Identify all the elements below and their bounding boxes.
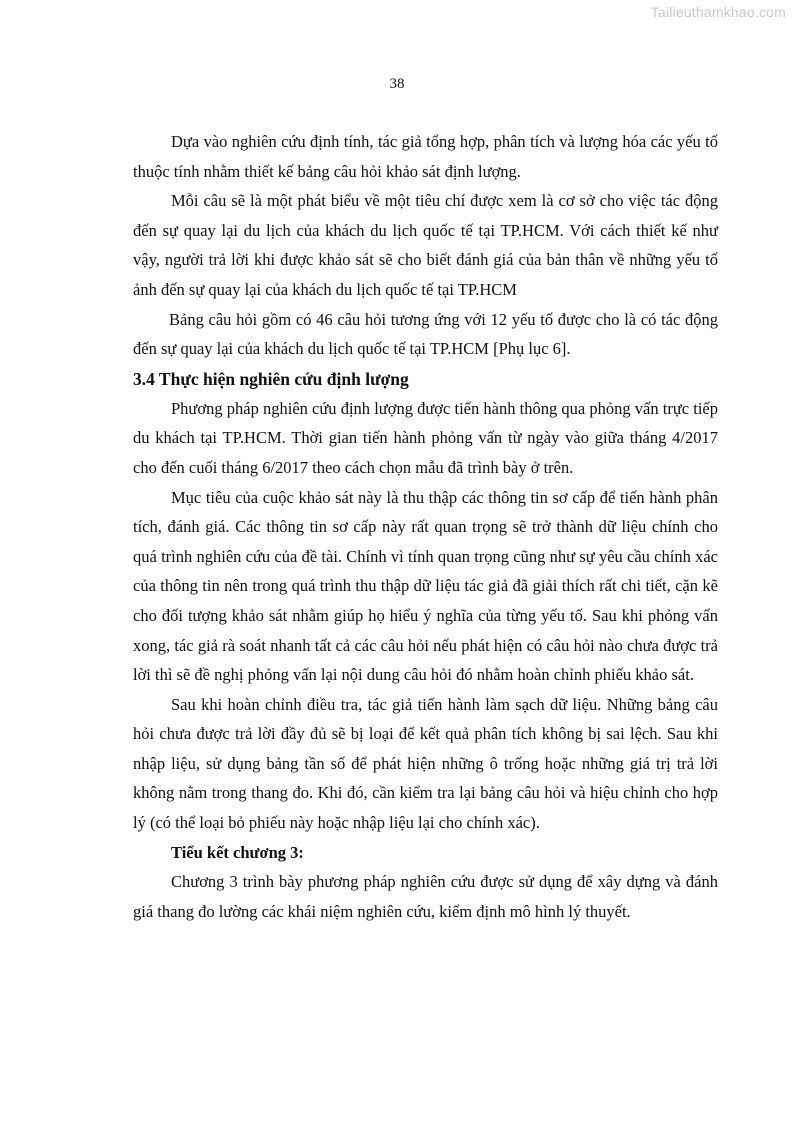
paragraph-question-design: Mỗi câu sẽ là một phát biểu về một tiêu chí được xem là cơ sở cho việc tác động đến sự quay lại du lịch của khách du lịch quốc tế tại TP.HCM. Với cách thiết kế như vậy, người trả lời khi được khảo sát sẽ cho biết đánh giá của bản thân về những yếu tố ảnh đến sự quay lại của khách du lịch quốc tế tại TP.HCM — [133, 191, 718, 299]
paragraph-data-cleaning: Sau khi hoàn chỉnh điều tra, tác giả tiến hành làm sạch dữ liệu. Những bảng câu hỏi chưa được trả lời đầy đủ sẽ bị loại để kết quả phân tích không bị sai lệch. Sau khi nhập liệu, sử dụng bảng tần số để phát hiện những ô trống hoặc những giá trị trả lời không nằm trong thang đo. Khi đó, cần kiểm tra lại bảng câu hỏi và hiệu chỉnh cho hợp lý (có thể loại bỏ phiếu này hoặc nhập liệu lại cho chính xác). — [133, 694, 718, 833]
document-body — [133, 127, 718, 926]
paragraph-summary: Chương 3 trình bày phương pháp nghiên cứu được sử dụng để xây dựng và đánh giá thang đo lường các khái niệm nghiên cứu, kiểm định mô hình lý thuyết. — [133, 872, 718, 921]
paragraph-objective: Mục tiêu của cuộc khảo sát này là thu thập các thông tin sơ cấp để tiến hành phân tích, đánh giá. Các thông tin sơ cấp này rất quan trọng sẽ trở thành dữ liệu chính cho quá trình nghiên cứu của đề tài. Chính vì tính quan trọng cũng như sự yêu cầu chính xác của thông tin nên trong quá trình thu thập dữ liệu tác giả đã giải thích rất chi tiết, cặn kẽ cho đối tượng khảo sát nhằm giúp họ hiểu ý nghĩa của từng yếu tố. Sau khi phỏng vấn xong, tác giả rà soát nhanh tất cả các câu hỏi nếu phát hiện có câu hỏi nào chưa được trả lời thì sẽ đề nghị phỏng vấn lại nội dung câu hỏi đó nhằm hoàn chỉnh phiếu khảo sát. — [133, 487, 718, 685]
page-number: 38 — [389, 76, 405, 92]
paragraph-method: Phương pháp nghiên cứu định lượng được tiến hành thông qua phỏng vấn trực tiếp du khách tại TP.HCM. Thời gian tiến hành phỏng vấn từ ngày vào giữa tháng 4/2017 cho đến cuối tháng 6/2017 theo cách chọn mẫu đã trình bày ở trên. — [133, 398, 718, 477]
watermark: Tailieuthamkhao.com — [650, 4, 786, 20]
section-heading: 3.4 Thực hiện nghiên cứu định lượng — [133, 368, 409, 389]
summary-heading: Tiểu kết chương 3: — [171, 842, 304, 862]
paragraph-intro: Dựa vào nghiên cứu định tính, tác giả tổng hợp, phân tích và lượng hóa các yếu tố thuộc tính nhằm thiết kế bảng câu hỏi khảo sát định lượng. — [133, 132, 718, 181]
paragraph-question-count: Bảng câu hỏi gồm có 46 câu hỏi tương ứng với 12 yếu tố được cho là có tác động đến sự quay lại của khách du lịch quốc tế tại TP.HCM [Phụ lục 6]. — [133, 309, 718, 359]
